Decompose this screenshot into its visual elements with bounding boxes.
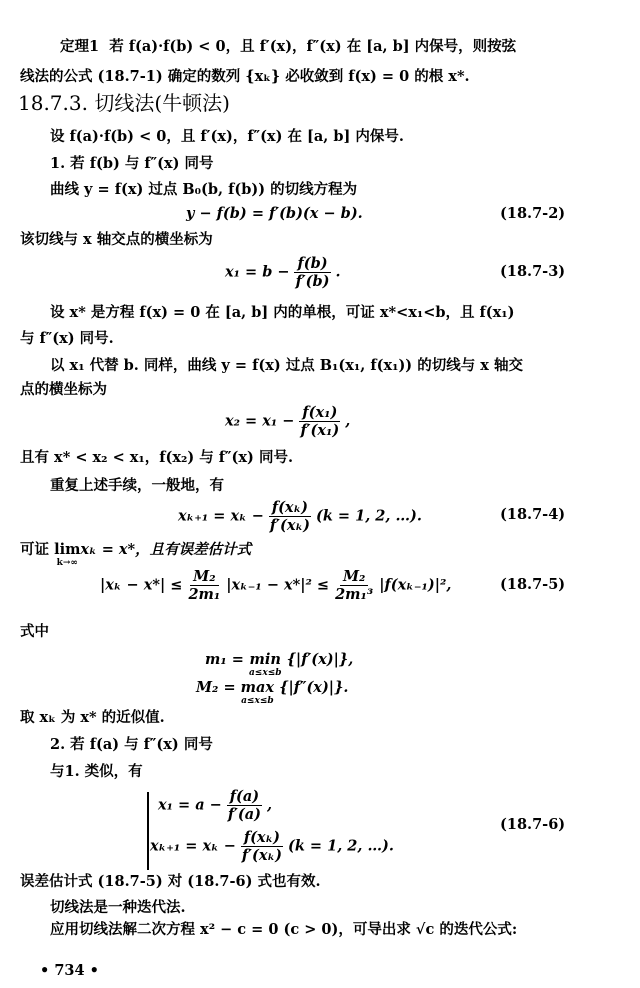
section-heading: 18.7.3. 切线法(牛顿法) <box>18 91 230 115</box>
theorem-text: 若 f(a)·f(b) < 0，且 f′(x)，f″(x) 在 [a, b] 内保号，则按弦 <box>109 38 517 55</box>
paragraph: 取 xₖ 为 x* 的近似值. <box>20 709 165 726</box>
case-heading: 2. 若 f(a) 与 f″(x) 同号 <box>50 736 213 753</box>
theorem-label: 定理1 <box>60 38 100 55</box>
paragraph: 应用切线法解二次方程 x² − c = 0 (c > 0)，可导出求 √c 的迭代公式: <box>50 921 518 938</box>
equation-number: (18.7-3) <box>500 263 566 280</box>
equation: m₁ = min a≤x≤b {|f′(x)|}, <box>205 651 354 678</box>
equation: xₖ₊₁ = xₖ − $\frac{\text{f(xₖ)}}{\text{f′(xₖ)}}$ (k = 1, 2, …). <box>150 829 394 864</box>
equation-number: (18.7-2) <box>500 205 566 222</box>
paragraph: 且有 x* < x₂ < x₁，f(x₂) 与 f″(x) 同号. <box>20 449 293 466</box>
paragraph: 与 f″(x) 同号. <box>20 330 114 347</box>
equation-number: (18.7-4) <box>500 506 566 523</box>
paragraph: 曲线 y = f(x) 过点 B₀(b, f(b)) 的切线方程为 <box>50 181 358 198</box>
paragraph: 重复上述手续，一般地，有 <box>50 477 224 494</box>
theorem-line-2: 线法的公式 (18.7-1) 确定的数列 {xₖ} 必收敛到 f(x) = 0 的根 x*. <box>20 68 470 85</box>
paragraph: 误差估计式 (18.7-5) 对 (18.7-6) 式也有效. <box>20 873 321 890</box>
paragraph: 点的横坐标为 <box>20 381 107 398</box>
page-number: • 734 • <box>40 962 99 979</box>
equation: x₁ = a − $\frac{f(a)}{f'(a)}$ , <box>158 788 273 823</box>
paragraph: 式中 <box>20 623 49 640</box>
paragraph: 该切线与 x 轴交点的横坐标为 <box>20 231 213 248</box>
case-heading: 1. 若 f(b) 与 f″(x) 同号 <box>50 155 214 172</box>
equation: x₂ = x₁ − $\frac{\text{f(x₁)}}{\text{f′(x₁)}}$ , <box>225 404 351 439</box>
paragraph: 以 x₁ 代替 b. 同样，曲线 y = f(x) 过点 B₁(x₁, f(x₁)) 的切线与 x 轴交 <box>50 357 523 374</box>
equation-number: (18.7-5) <box>500 576 566 593</box>
paragraph: 与1. 类似，有 <box>50 763 143 780</box>
equation: |xₖ − x*| ≤ $\frac{\text{M₂}}{\text{2m₁}}$ |xₖ₋₁ − x*|² ≤ $\frac{\text{M₂}}{\text{2m₁³}}$ |f(xₖ₋₁)|², <box>100 568 452 603</box>
equation-number: (18.7-6) <box>500 816 566 833</box>
equation: xₖ₊₁ = xₖ − $\frac{\text{f(xₖ)}}{\text{f′(xₖ)}}$ (k = 1, 2, …). <box>178 499 422 534</box>
paragraph: 可证 lim k→∞ xₖ = x*，且有误差估计式 <box>20 541 252 568</box>
paragraph: 设 f(a)·f(b) < 0，且 f′(x)，f″(x) 在 [a, b] 内保号. <box>50 128 404 145</box>
paragraph: 切线法是一种迭代法. <box>50 899 186 916</box>
equation: y − f(b) = f′(b)(x − b). <box>186 205 363 222</box>
theorem-line-1 <box>60 38 516 56</box>
paragraph: 设 x* 是方程 f(x) = 0 在 [a, b] 内的单根，可证 x*<x₁<b，且 f(x₁) <box>50 304 515 321</box>
equation: x₁ = b − $\frac{f(b)}{f'(b)}$ . <box>225 255 341 290</box>
equation: M₂ = max a≤x≤b {|f″(x)|}. <box>196 679 349 706</box>
